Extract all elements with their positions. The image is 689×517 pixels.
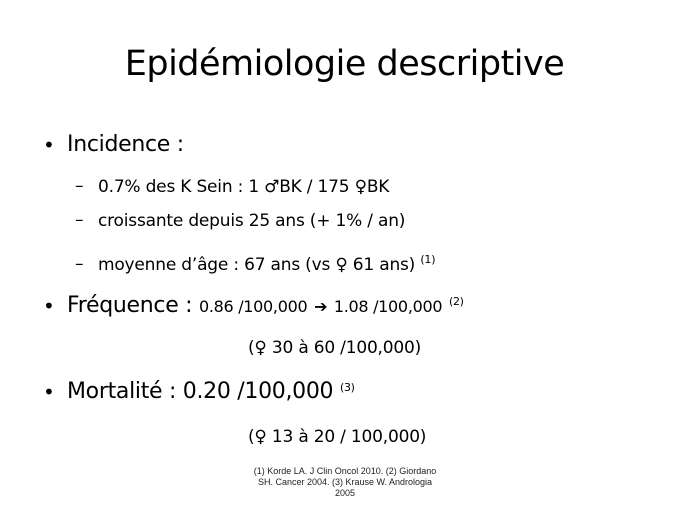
bullet-glyph: • [43,294,55,318]
right-arrow-icon: ➔ [314,297,328,316]
mortalite-label: Mortalité : 0.20 /100,000 [67,379,334,404]
mortalite-note: (♀ 13 à 20 / 100,000) [248,427,427,447]
reference-line: 2005 [334,488,356,498]
slide-title: Epidémiologie descriptive [124,44,565,84]
incidence-item-3-text: moyenne d’âge : 67 ans (vs ♀ 61 ans) [98,255,416,275]
dash-glyph: – [75,254,84,274]
incidence-item-2: croissante depuis 25 ans (+ 1% / an) [98,211,406,231]
references-footer [230,466,460,499]
reference-line: (1) Korde LA. J Clin Oncol 2010. (2) Giordano [253,466,437,476]
incidence-label: Incidence : [67,132,184,157]
reference-marker: (1) [420,253,436,266]
reference-marker: (3) [339,381,355,394]
bullet-glyph: • [43,133,55,157]
reference-marker: (2) [448,295,464,308]
dash-glyph: – [75,176,84,196]
incidence-item-1: 0.7% des K Sein : 1 ♂BK / 175 ♀BK [98,177,390,197]
incidence-item-3 [98,254,435,276]
frequence-from: 0.86 /100,000 [198,297,308,316]
frequence-line [67,292,464,321]
bullet-glyph: • [43,380,55,404]
frequence-label: Fréquence : [67,293,193,318]
reference-line: SH. Cancer 2004. (3) Krause W. Andrologia [257,477,433,487]
frequence-note: (♀ 30 à 60 /100,000) [248,338,422,358]
dash-glyph: – [75,210,84,230]
mortalite-line [67,378,355,406]
frequence-to: 1.08 /100,000 [333,297,443,316]
